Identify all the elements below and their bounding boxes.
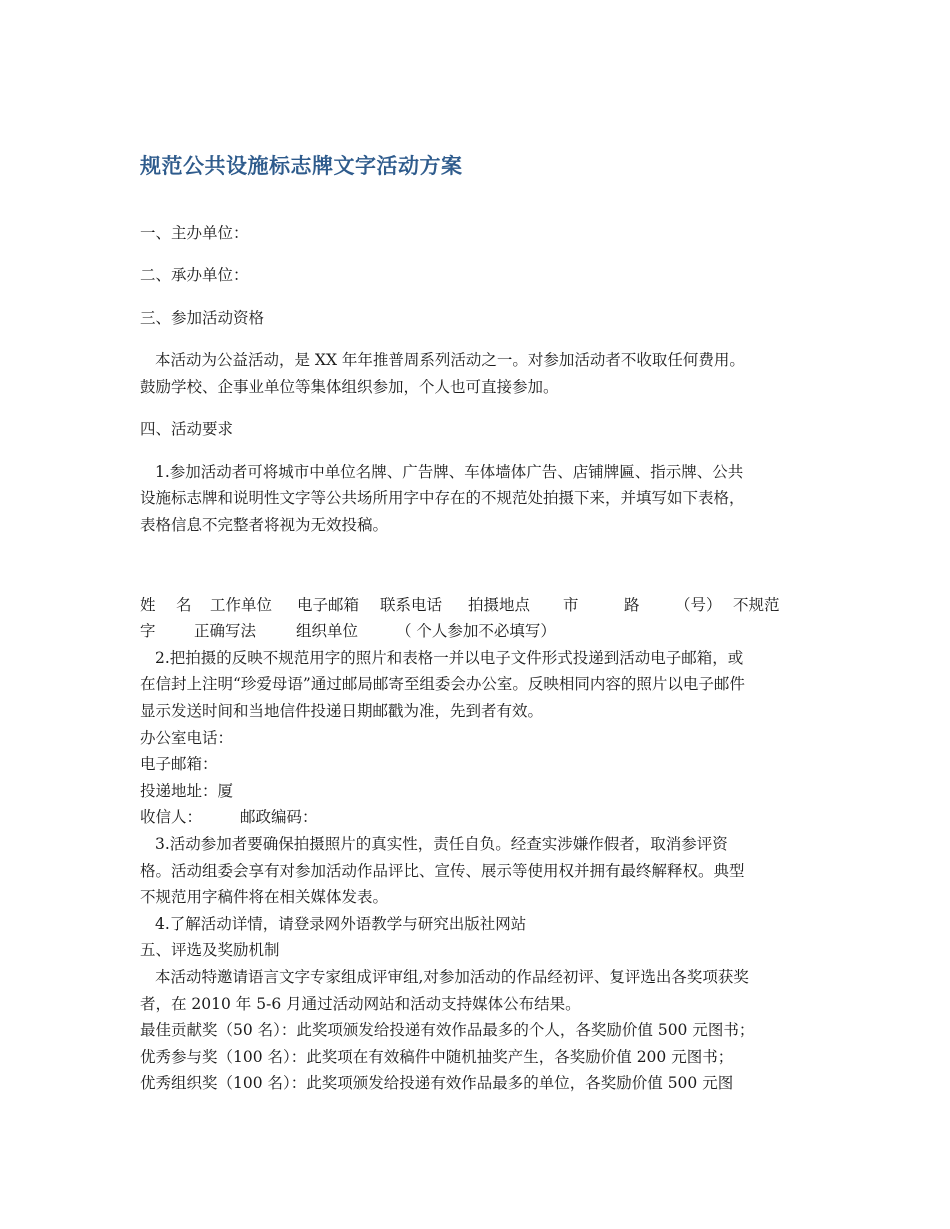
paragraph-line: 1.参加活动者可将城市中单位名牌、广告牌、车体墙体广告、店铺牌匾、指示牌、公共	[155, 463, 744, 481]
paragraph-line: 设施标志牌和说明性文字等公共场所用字中存在的不规范处拍摄下来，并填写如下表格，	[140, 489, 745, 507]
paragraph-line: 本活动特邀请语言文字专家组成评审组,对参加活动的作品经初评、复评选出各奖项获奖	[155, 968, 749, 986]
paragraph-line: 表格信息不完整者将视为无效投稿。	[140, 516, 389, 534]
section-heading-organizer: 一、主办单位：	[140, 224, 249, 242]
table-cell: 不规范	[733, 596, 780, 614]
postcode-label: 邮政编码：	[240, 808, 318, 826]
email-label: 电子邮箱：	[140, 755, 218, 773]
award-line: 最佳贡献奖（50 名）：此奖项颁发给投递有效作品最多的个人，各奖励价值 500 元图书；	[140, 1021, 755, 1039]
paragraph-line: 2.把拍摄的反映不规范用字的照片和表格一并以电子文件形式投递到活动电子邮箱，或	[155, 649, 744, 667]
paragraph-line: 3.活动参加者要确保拍摄照片的真实性，责任自负。经查实涉嫌作假者，取消参评资	[155, 835, 728, 853]
paragraph-line: 在信封上注明“珍爱母语”通过邮局邮寄至组委会办公室。反映相同内容的照片以电子邮件	[140, 675, 745, 693]
award-line: 优秀参与奖（100 名）：此奖项在有效稿件中随机抽奖产生，各奖励价值 200 元图书；	[140, 1048, 734, 1066]
recipient-label: 收信人：	[140, 808, 203, 826]
paragraph-line: 显示发送时间和当地信件投递日期邮戳为准，先到者有效。	[140, 702, 544, 720]
paragraph-line: 格。活动组委会享有对参加活动作品评比、宣传、展示等使用权并拥有最终解释权。典型	[140, 862, 745, 880]
table-cell: 市	[563, 596, 579, 614]
section-heading-awards: 五、评选及奖励机制	[140, 941, 280, 959]
table-cell: 名	[176, 596, 192, 614]
table-cell: （号）	[675, 596, 722, 614]
office-phone-label: 办公室电话：	[140, 729, 234, 747]
table-cell: 路	[624, 596, 640, 614]
table-cell: 拍摄地点	[468, 596, 531, 614]
award-line: 优秀组织奖（100 名）：此奖项颁发给投递有效作品最多的单位，各奖励价值 500 元图	[140, 1074, 734, 1092]
section-heading-eligibility: 三、参加活动资格	[140, 309, 265, 327]
address-label: 投递地址：厦	[140, 782, 234, 800]
paragraph-line: 4.了解活动详情，请登录网外语教学与研究出版社网站	[155, 915, 527, 933]
paragraph-line: 本活动为公益活动，是 XX 年年推普周系列活动之一。对参加活动者不收取任何费用。	[155, 351, 745, 369]
table-cell: 工作单位	[210, 596, 273, 614]
table-cell: 联系电话	[380, 596, 443, 614]
table-cell: 正确写法	[194, 622, 257, 640]
table-cell: 组织单位	[296, 622, 359, 640]
table-cell: 姓	[140, 596, 156, 614]
section-heading-requirements: 四、活动要求	[140, 420, 234, 438]
paragraph-line: 者，在 2010 年 5-6 月通过活动网站和活动支持媒体公布结果。	[140, 995, 581, 1013]
table-cell: （ 个人参加不必填写）	[396, 622, 556, 640]
table-cell: 电子邮箱	[297, 596, 360, 614]
table-cell: 字	[140, 622, 156, 640]
paragraph-line: 鼓励学校、企事业单位等集体组织参加，个人也可直接参加。	[140, 378, 559, 396]
section-heading-undertaker: 二、承办单位：	[140, 266, 249, 284]
document-title: 规范公共设施标志牌文字活动方案	[140, 154, 463, 178]
paragraph-line: 不规范用字稿件将在相关媒体发表。	[140, 888, 389, 906]
